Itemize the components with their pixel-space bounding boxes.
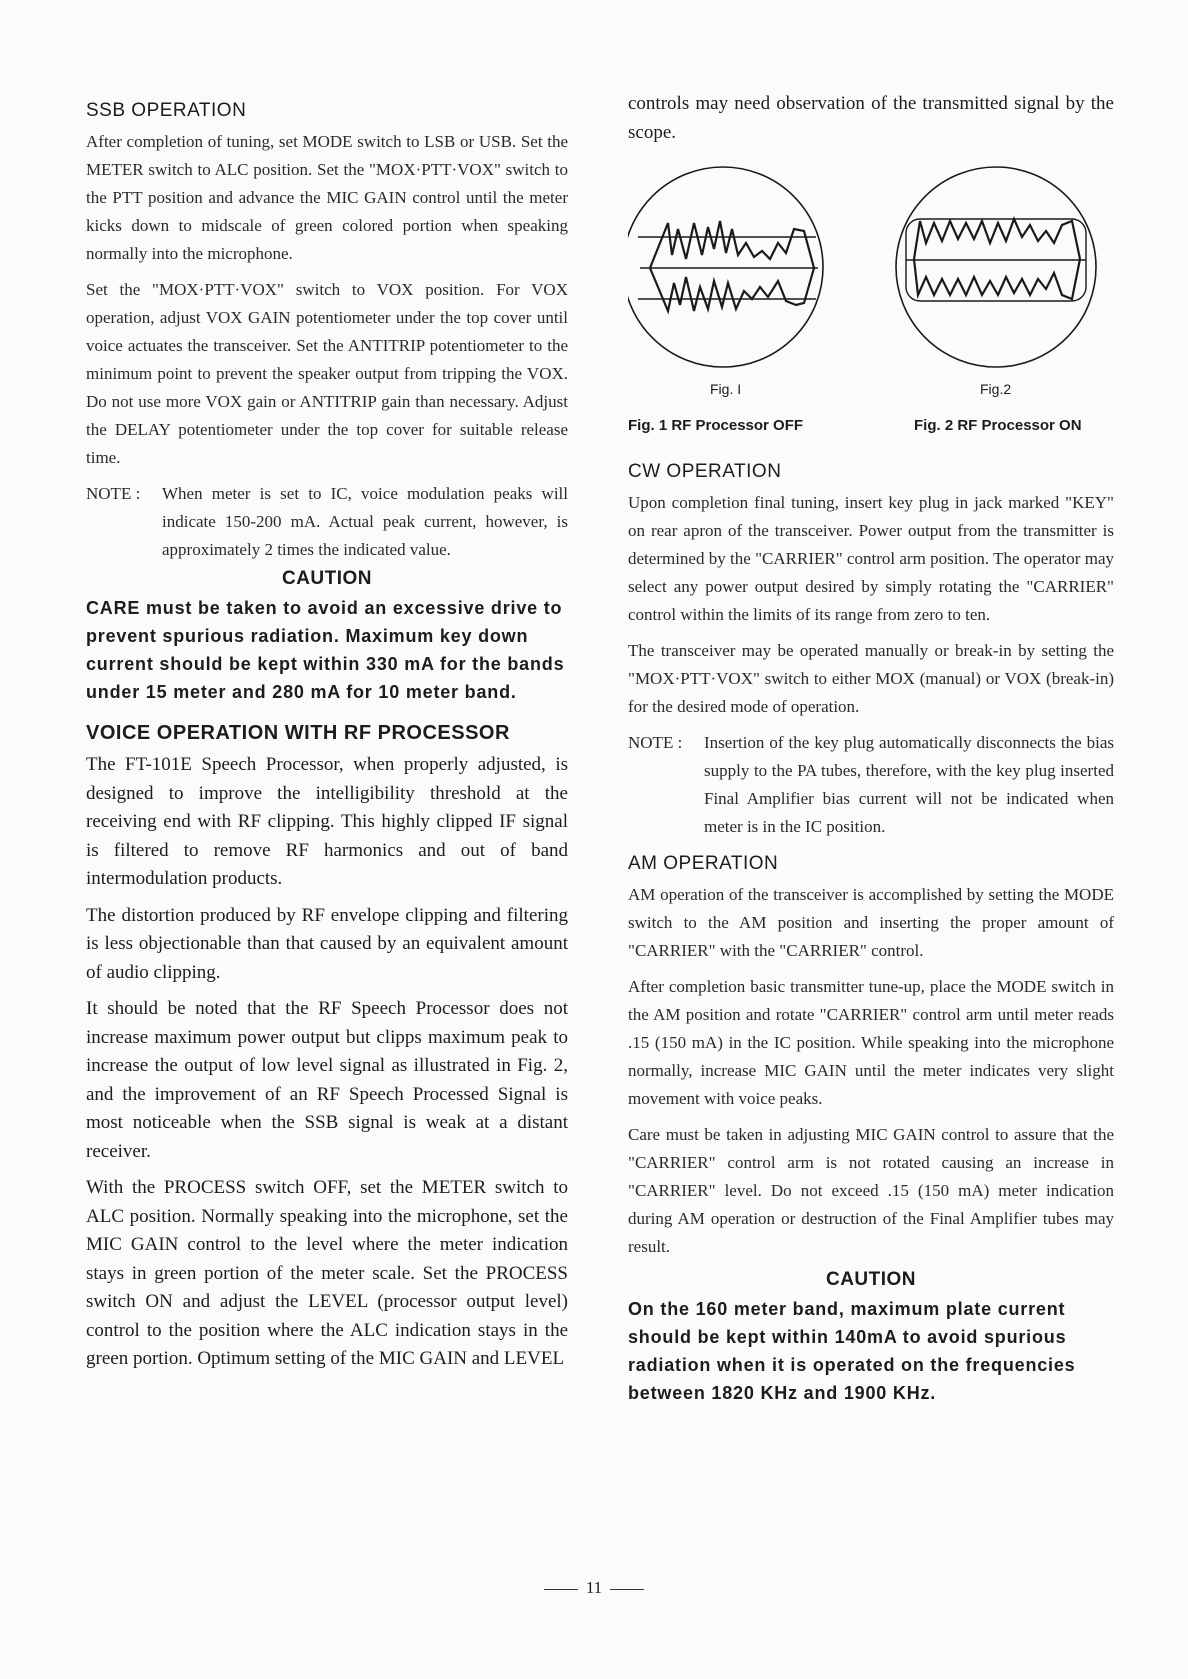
page-number-value: 11 <box>585 1578 603 1597</box>
am-paragraph-1: AM operation of the transceiver is accomplished by setting the MODE switch to the AM position and inserting the proper amount of "CARRIER" with the "CARRIER" control. <box>628 885 1114 960</box>
ssb-caution-title: CAUTION <box>281 568 373 589</box>
cw-heading: CW OPERATION <box>628 461 782 482</box>
ssb-caution-text: CARE must be taken to avoid an excessive drive to prevent spurious radiation. Maximum key down current should be kept within 330 mA for the bands under 15 meter and 280 mA for 10 meter band. <box>86 598 565 702</box>
ssb-paragraph-1: After completion of tuning, set MODE switch to LSB or USB. Set the METER switch to ALC position. Set the "MOX·PTT·VOX" switch to the PTT position and advance the MIC GAIN control until the meter kicks down to midscale of green colored portion when speaking normally into the microphone. <box>86 132 568 263</box>
ssb-note-text: When meter is set to IC, voice modulation peaks will indicate 150-200 mA. Actual peak current, however, is approximately 2 times the indicated value. <box>162 484 568 559</box>
fig1-scope-trace <box>628 167 823 367</box>
am-caution-title: CAUTION <box>825 1269 917 1290</box>
cw-paragraph-2: The transceiver may be operated manually or break-in by setting the "MOX·PTT·VOX" switch to either MOX (manual) or VOX (break-in) for the desired mode of operation. <box>628 641 1114 716</box>
intro-paragraph: controls may need observation of the transmitted signal by the scope. <box>628 93 1114 143</box>
cw-paragraph-1: Upon completion final tuning, insert key plug in jack marked "KEY" on rear apron of the transceiver. Power output from the transmitter is determined by the "CARRIER" control arm position. The operator may select any power output desired by simply rotating the "CARRIER" control within the limits of its range from zero to ten. <box>628 493 1114 624</box>
voice-paragraph-3: It should be noted that the RF Speech Processor does not increase maximum power output but clipps maximum peak to increase the output of low level signal as illustrated in Fig. 2, and the improvement of an RF Speech Processed Signal is most noticeable when the SSB signal is weak at a distant receiver. <box>86 998 568 1162</box>
fig1-label: Fig. I <box>710 381 742 397</box>
fig2-label: Fig.2 <box>980 381 1012 397</box>
ssb-paragraph-2: Set the "MOX·PTT·VOX" switch to VOX position. For VOX operation, adjust VOX GAIN potentiometer under the top cover until voice actuates the transceiver. Set the ANTITRIP potentiometer to the minimum point to prevent the speaker output from tripping the VOX. Do not use more VOX gain or ANTITRIP gain than necessary. Adjust the DELAY potentiometer under the top cover for suitable release time. <box>86 280 568 467</box>
scope-figures <box>628 159 1114 449</box>
page-number <box>0 1578 1188 1598</box>
ssb-note <box>86 480 568 564</box>
page-number-dash-right <box>610 1589 644 1590</box>
am-paragraph-2: After completion basic transmitter tune-up, place the MODE switch in the AM position and rotate "CARRIER" control arm until meter reads .15 (150 mA) in the IC position. While speaking into the microphone normally, increase MIC GAIN until the meter indicates very slight movement with voice peaks. <box>628 977 1114 1108</box>
cw-note-label: NOTE : <box>628 733 683 752</box>
page-number-dash-left <box>544 1589 578 1590</box>
voice-heading: VOICE OPERATION WITH RF PROCESSOR <box>86 722 510 744</box>
fig2-caption: Fig. 2 RF Processor ON <box>914 417 1082 434</box>
fig1-caption: Fig. 1 RF Processor OFF <box>628 417 804 434</box>
left-column <box>86 90 568 1382</box>
fig2-scope-trace <box>896 167 1096 367</box>
voice-paragraph-2: The distortion produced by RF envelope clipping and filtering is less objectionable than that caused by an equivalent amount of audio clipping. <box>86 904 568 983</box>
am-caution-text: On the 160 meter band, maximum plate current should be kept within 140mA to avoid spurious radiation when it is operated on the frequencies between 1820 KHz and 1900 KHz. <box>628 1299 1076 1403</box>
cw-note <box>628 729 1114 841</box>
voice-paragraph-4: With the PROCESS switch OFF, set the METER switch to ALC position. Normally speaking into the microphone, set the MIC GAIN control to the level where the meter indication stays in green portion of the meter scale. Set the PROCESS switch ON and adjust the LEVEL (processor output level) control to the position where the ALC indication stays in the green portion. Optimum setting of the MIC GAIN and LEVEL <box>86 1177 568 1369</box>
cw-note-text: Insertion of the key plug automatically disconnects the bias supply to the PA tubes, therefore, with the key plug inserted Final Amplifier bias current will not be indicated when meter is in the IC position. <box>704 733 1114 836</box>
ssb-note-label: NOTE : <box>86 484 141 503</box>
am-heading: AM OPERATION <box>628 853 779 874</box>
ssb-heading: SSB OPERATION <box>86 100 247 121</box>
voice-paragraph-1: The FT-101E Speech Processor, when properly adjusted, is designed to improve the intelligibility threshold at the receiving end with RF clipping. This highly clipped IF signal is filtered to remove RF harmonics and out of band intermodulation products. <box>86 754 568 889</box>
scope-figures-drawing <box>628 159 1114 449</box>
am-paragraph-3: Care must be taken in adjusting MIC GAIN control to assure that the "CARRIER" control arm is not rotated causing an increase in "CARRIER" level. Do not exceed .15 (150 mA) meter indication during AM operation or destruction of the Final Amplifier tubes may result. <box>628 1125 1114 1256</box>
right-column <box>628 90 1114 1407</box>
